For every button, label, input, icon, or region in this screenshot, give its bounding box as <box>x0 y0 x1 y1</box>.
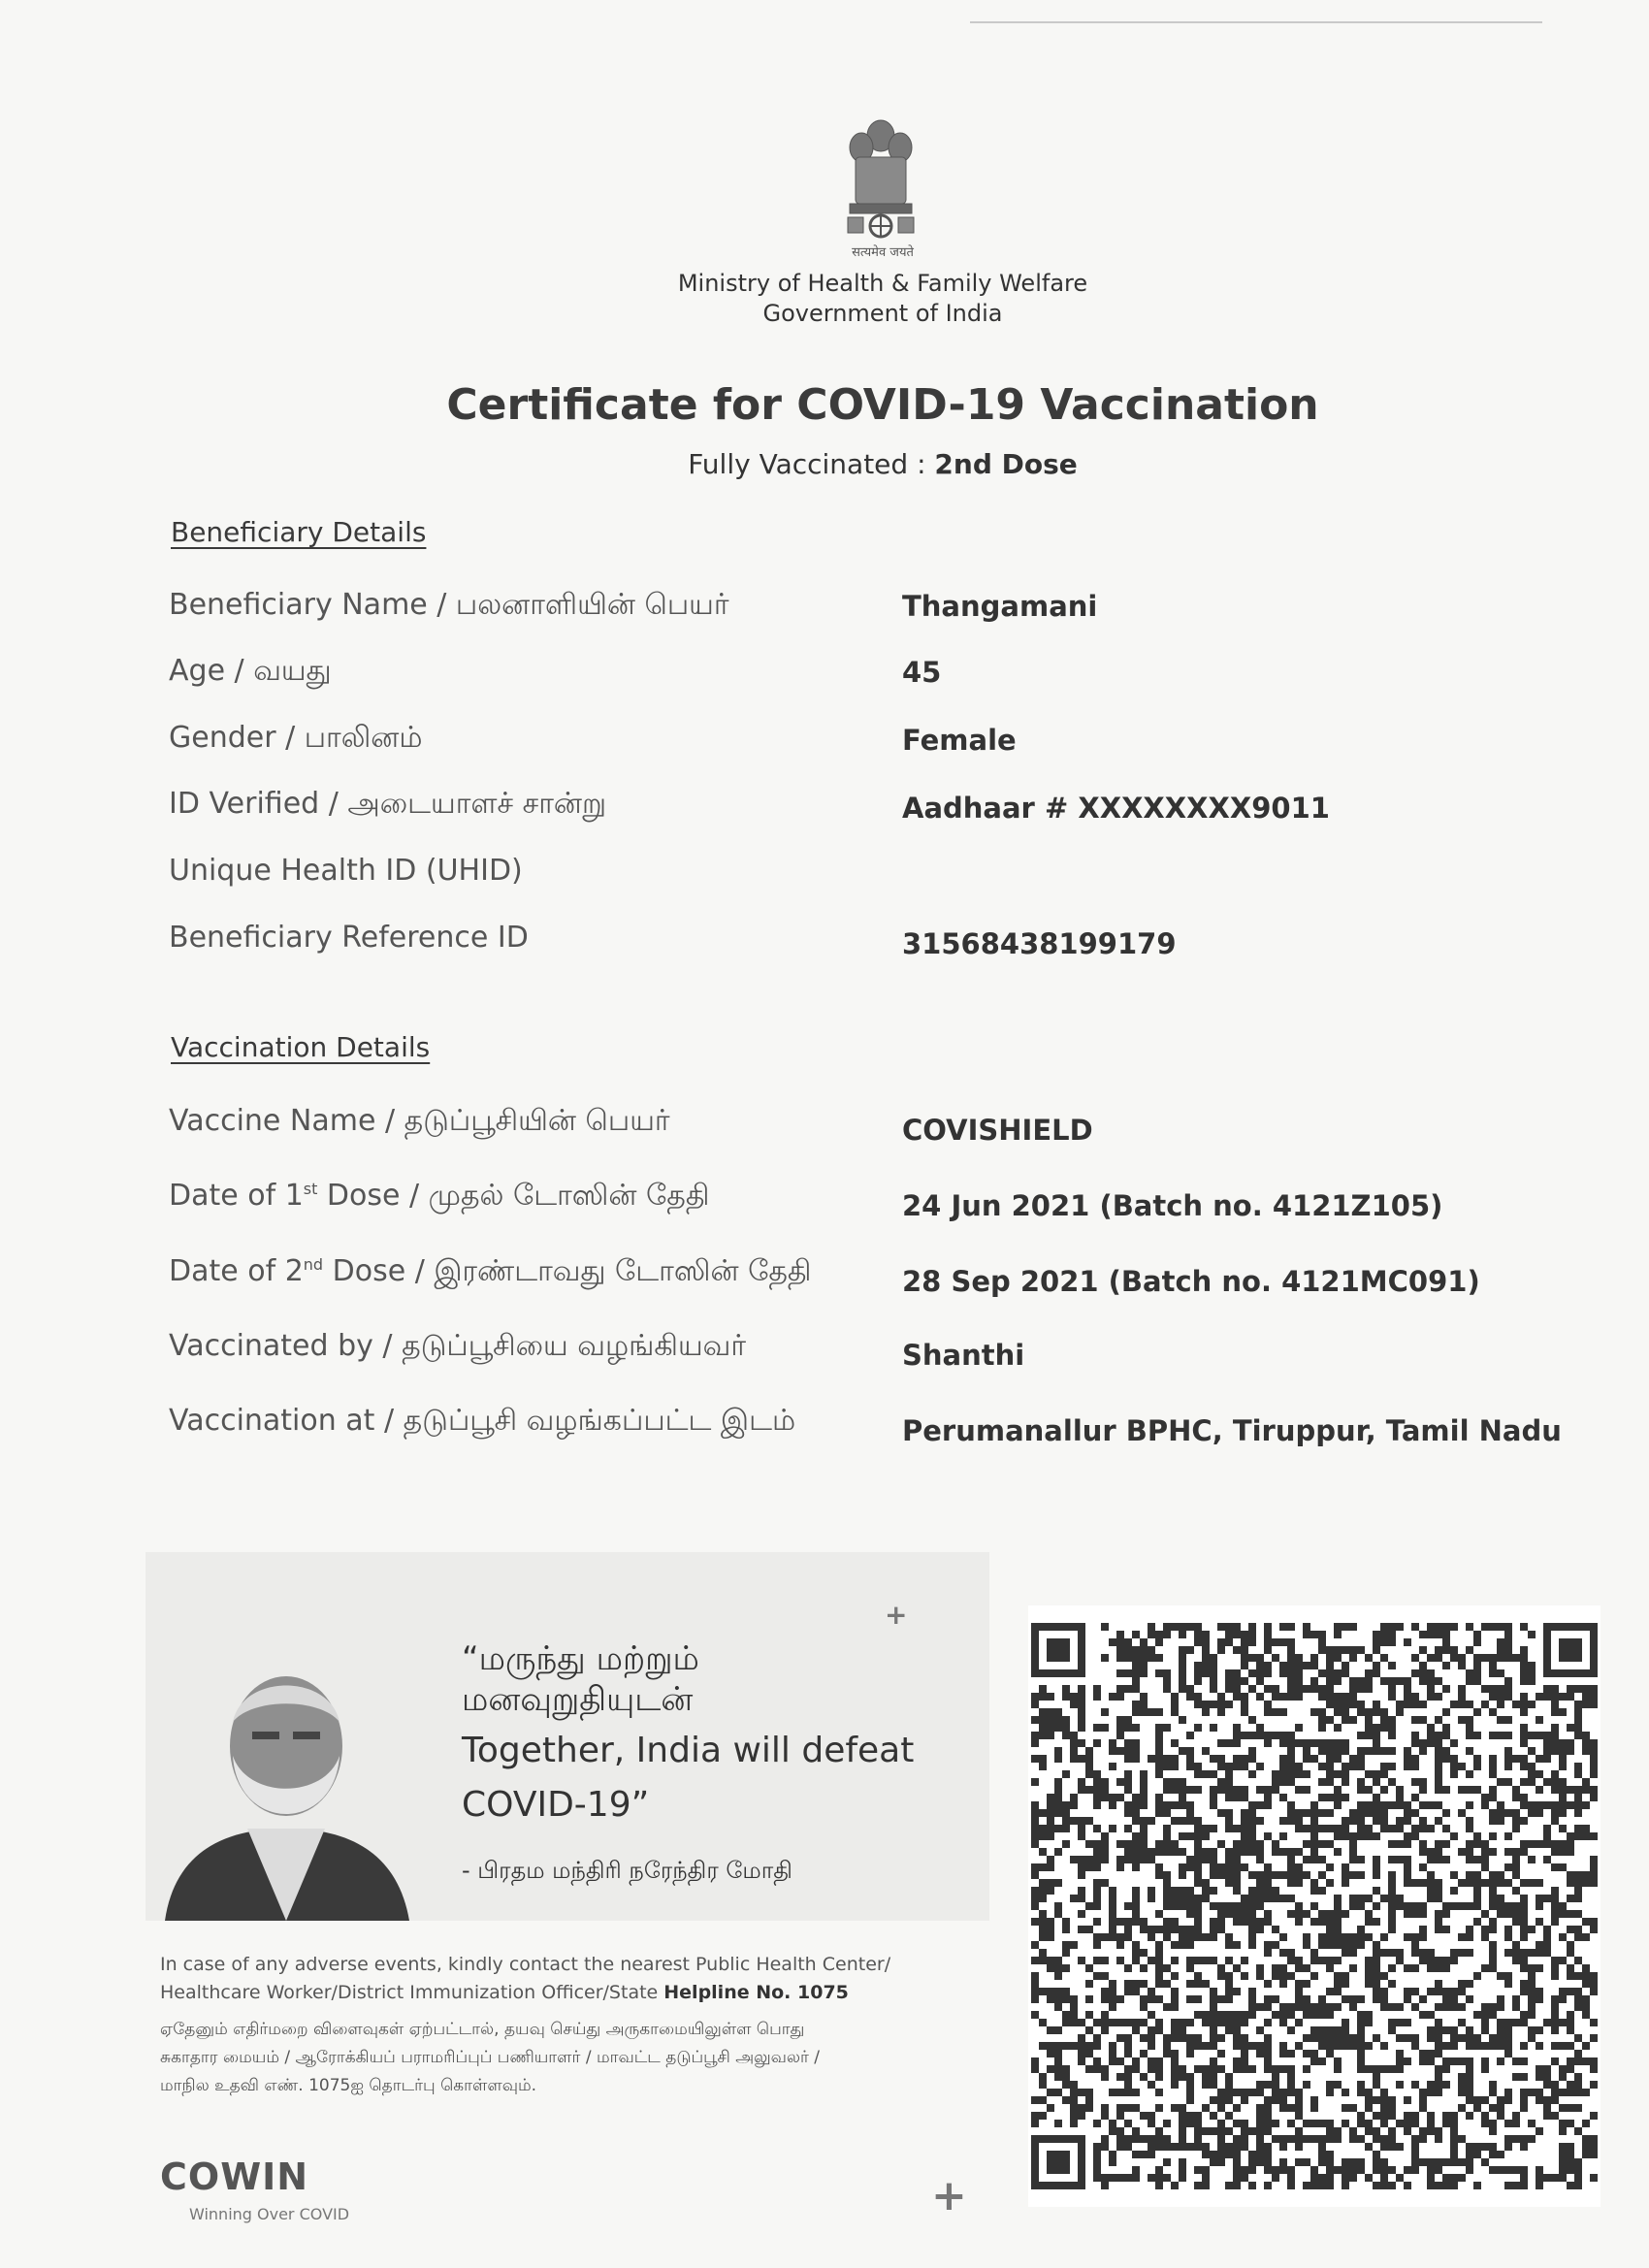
quote-attribution: - பிரதம மந்திரி நரேந்திர மோதி <box>462 1857 792 1884</box>
helpline-number: Helpline No. 1075 <box>663 1982 849 2003</box>
status-prefix: Fully Vaccinated : <box>688 448 935 480</box>
quote-english-line2: COVID-19” <box>462 1785 650 1825</box>
gender-label: Gender / பாலினம் <box>169 721 423 755</box>
uhid-label: Unique Health ID (UHID) <box>169 854 523 888</box>
vaccine-name-value: COVISHIELD <box>902 1114 1093 1147</box>
dose2-date-value: 28 Sep 2021 (Batch no. 4121MC091) <box>902 1265 1480 1298</box>
notice-english-line1: In case of any adverse events, kindly contact the nearest Public Health Center/ <box>160 1954 891 1975</box>
reference-id-label: Beneficiary Reference ID <box>169 921 529 955</box>
dose2-date-label <box>169 1254 812 1292</box>
notice-tamil-line2: சுகாதார மையம் / ஆரோக்கியப் பராமரிப்புப் பணியாளர் / மாவட்ட தடுப்பூசி அலுவலர் / <box>160 2048 821 2067</box>
reference-id-value: 31568438199179 <box>902 927 1177 960</box>
notice-english-line2-text: Healthcare Worker/District Immunization Officer/State <box>160 1982 664 2003</box>
quote-tamil-line2: மனவுறுதியுடன் <box>462 1680 694 1719</box>
dose2-label-post: Dose / இரண்டாவது டோஸின் தேதி <box>323 1254 812 1288</box>
beneficiary-name-label: Beneficiary Name / பலனாளியின் பெயர் <box>169 588 729 622</box>
vaccination-at-value: Perumanallur BPHC, Tiruppur, Tamil Nadu <box>902 1414 1562 1447</box>
ministry-name: Ministry of Health & Family Welfare <box>677 270 1088 297</box>
beneficiary-name-value: Thangamani <box>902 590 1098 623</box>
cowin-tagline: Winning Over COVID <box>189 2205 350 2223</box>
beneficiary-details-heading: Beneficiary Details <box>171 516 427 548</box>
scan-artifact-line <box>970 21 1542 23</box>
portrait-image <box>155 1630 417 1921</box>
dose2-label-sup: nd <box>303 1255 324 1274</box>
age-label: Age / வயது <box>169 654 332 688</box>
dose1-date-value: 24 Jun 2021 (Batch no. 4121Z105) <box>902 1189 1443 1222</box>
emblem-motto: सत्यमेव जयते <box>852 245 914 260</box>
vaccine-name-label: Vaccine Name / தடுப்பூசியின் பெயர் <box>169 1104 670 1138</box>
verification-qr-code <box>1028 1605 1600 2207</box>
status-dose: 2nd Dose <box>934 448 1078 480</box>
quote-tamil-line1: “மருந்து மற்றும் <box>462 1639 699 1678</box>
cowin-logo: COWIN <box>160 2155 309 2198</box>
vaccinated-by-value: Shanthi <box>902 1339 1025 1372</box>
quote-english-line1: Together, India will defeat <box>462 1731 915 1770</box>
dose1-label-post: Dose / முதல் டோஸின் தேதி <box>317 1179 710 1213</box>
notice-tamil-line3: மாநில உதவி எண். 1075ஐ தொடர்பு கொள்ளவும். <box>160 2076 537 2095</box>
scan-plus-mark: + <box>885 1599 908 1631</box>
id-verified-label: ID Verified / அடையாளச் சான்று <box>169 787 607 821</box>
notice-english-line2 <box>160 1982 1014 2003</box>
notice-tamil-line1: ஏதேனும் எதிர்மறை விளைவுகள் ஏற்பட்டால், தயவு செய்து அருகாமையிலுள்ள பொது <box>160 2020 805 2039</box>
certificate-title: Certificate for COVID-19 Vaccination <box>446 380 1319 430</box>
vaccination-status <box>369 448 1397 480</box>
vaccinated-by-label: Vaccinated by / தடுப்பூசியை வழங்கியவர் <box>169 1329 747 1363</box>
scan-plus-mark-large: + <box>931 2171 967 2220</box>
gender-value: Female <box>902 724 1017 757</box>
id-verified-value: Aadhaar # XXXXXXXX9011 <box>902 792 1330 825</box>
dose1-label-sup: st <box>303 1180 318 1198</box>
government-name: Government of India <box>762 300 1003 327</box>
dose1-label-pre: Date of 1 <box>169 1179 304 1213</box>
vaccination-details-heading: Vaccination Details <box>171 1031 431 1063</box>
dose2-label-pre: Date of 2 <box>169 1254 304 1288</box>
age-value: 45 <box>902 656 942 689</box>
vaccination-at-label: Vaccination at / தடுப்பூசி வழங்கப்பட்ட இடம் <box>169 1404 796 1438</box>
dose1-date-label <box>169 1179 709 1216</box>
national-emblem-icon <box>832 114 929 241</box>
